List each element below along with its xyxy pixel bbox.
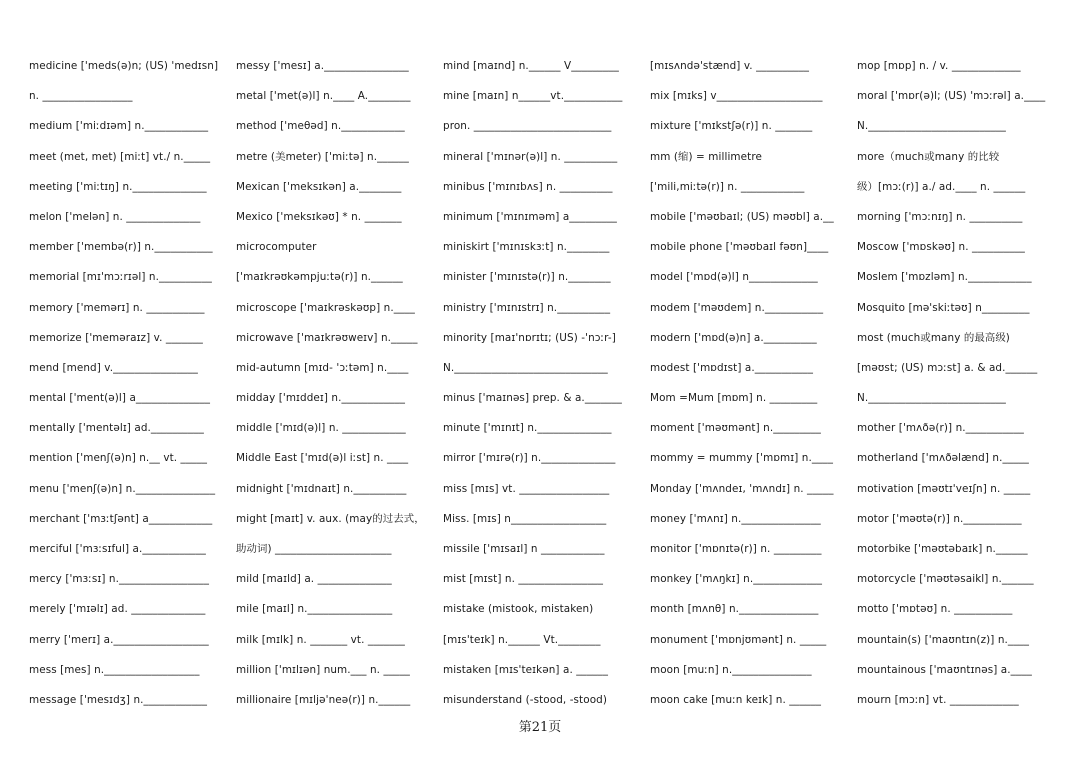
list-item: mild [maɪld] a. ______________ <box>236 573 392 586</box>
list-item: 级）[mɔː(r)] a./ ad.____ n. ______ <box>857 180 1026 193</box>
list-item: 助动词) ______________________ <box>236 543 392 555</box>
list-item: milk [mɪlk] n. _______ vt. _______ <box>236 633 405 646</box>
list-item: missile ['mɪsaɪl] n ____________ <box>443 543 605 555</box>
list-item: miss [mɪs] vt. _________________ <box>443 482 610 495</box>
list-item: misunderstand (-stood, -stood) <box>443 693 607 706</box>
list-item: mix [mɪks] v____________________ <box>650 90 823 103</box>
list-item: [mɪs'teɪk] n.______ Vt.________ <box>443 633 601 646</box>
list-item: menu ['menʃ(ə)n] n._______________ <box>29 482 216 495</box>
list-item: might [maɪt] v. aux. (may的过去式， <box>236 512 425 525</box>
vocabulary-columns <box>29 54 1059 714</box>
list-item: microwave ['maɪkrəʊweɪv] n._____ <box>236 331 418 344</box>
list-item: ministry ['mɪnɪstrɪ] n.__________ <box>443 301 611 314</box>
list-item: mixture ['mɪkstʃə(r)] n. _______ <box>650 120 813 133</box>
list-item: midnight ['mɪdnaɪt] n.__________ <box>236 482 407 495</box>
list-item: mountain(s) ['maʊntɪn(z)] n.____ <box>857 633 1030 646</box>
list-item: medium ['miːdɪəm] n.____________ <box>29 120 209 133</box>
list-item: money ['mʌnɪ] n._______________ <box>650 512 821 525</box>
list-item: mile [maɪl] n.________________ <box>236 603 393 616</box>
list-item: minus ['maɪnəs] prep. & a._______ <box>443 392 622 405</box>
list-item: Moscow ['mɒskəʊ] n. __________ <box>857 241 1025 254</box>
list-item: memorize ['meməraɪz] v. _______ <box>29 331 203 344</box>
list-item: mid-autumn [mɪd- 'ɔːtəm] n.____ <box>236 361 409 374</box>
list-item: messy ['mesɪ] a.________________ <box>236 60 409 72</box>
list-item: monument ['mɒnjʊmənt] n. _____ <box>650 633 827 646</box>
list-item: mental ['ment(ə)l] a______________ <box>29 392 211 405</box>
list-item: mend [mend] v.________________ <box>29 361 198 374</box>
list-item: memory ['memərɪ] n. ___________ <box>29 301 205 314</box>
list-item: mommy = mummy ['mɒmɪ] n.____ <box>650 452 834 465</box>
list-item: melon ['melən] n. ______________ <box>29 210 201 223</box>
list-item: motto ['mɒtəʊ] n. ___________ <box>857 603 1013 616</box>
list-item: monkey ['mʌŋkɪ] n._____________ <box>650 573 823 586</box>
list-item: memorial [mɪ'mɔːrɪəl] n.__________ <box>29 271 212 284</box>
column-2 <box>236 54 436 718</box>
list-item: motorbike ['məʊtəbaɪk] n.______ <box>857 543 1028 555</box>
list-item: metal ['met(ə)l] n.____ A.________ <box>236 90 411 103</box>
list-item: motorcycle ['məʊtəsaikl] n.______ <box>857 573 1034 586</box>
list-item: modest ['mɒdɪst] a.___________ <box>650 361 814 374</box>
list-item: mourn [mɔːn] vt. _____________ <box>857 693 1019 706</box>
list-item: N._____________________________ <box>443 361 608 374</box>
list-item: Mexican ['meksɪkən] a.________ <box>236 180 402 193</box>
list-item: merchant ['mɜːtʃənt] a____________ <box>29 512 213 525</box>
list-item: millionaire [mɪljə'neə(r)] n.______ <box>236 693 411 706</box>
column-4 <box>650 54 850 718</box>
list-item: month [mʌnθ] n._______________ <box>650 603 819 616</box>
list-item: mentally ['mentəlɪ] ad.__________ <box>29 422 204 435</box>
list-item: morning ['mɔːnɪŋ] n. __________ <box>857 210 1023 223</box>
list-item: Mexico ['meksɪkəʊ] * n. _______ <box>236 210 402 223</box>
list-item: mirror ['mɪrə(r)] n.______________ <box>443 452 616 465</box>
list-item: motivation [məʊtɪ'veɪʃn] n. _____ <box>857 482 1031 495</box>
list-item: midday ['mɪddeɪ] n.____________ <box>236 392 406 405</box>
list-item: most (much或many 的最高级) <box>857 331 1010 344</box>
list-item: moral ['mɒr(ə)l; (US) 'mɔːrəl] a.____ <box>857 90 1046 103</box>
list-item: mm (缩) = millimetre <box>650 150 762 163</box>
list-item: mineral ['mɪnər(ə)l] n. __________ <box>443 150 618 163</box>
list-item: meeting ['miːtɪŋ] n.______________ <box>29 180 207 193</box>
list-item: mobile ['məʊbaɪl; (US) məʊbl] a.__ <box>650 210 834 223</box>
list-item: microcomputer <box>236 241 317 254</box>
list-item: mistaken [mɪs'teɪkən] a. ______ <box>443 663 609 676</box>
list-item: Monday ['mʌndeɪ, 'mʌndɪ] n. _____ <box>650 482 834 495</box>
list-item: mist [mɪst] n. ________________ <box>443 573 604 586</box>
list-item: Mosquito [mə'skiːtəʊ] n_________ <box>857 301 1030 314</box>
list-item: mistake (mistook, mistaken) <box>443 603 594 616</box>
list-item: mind [maɪnd] n.______ V_________ <box>443 60 619 72</box>
list-item: minibus ['mɪnɪbʌs] n. __________ <box>443 180 613 193</box>
list-item: modem ['məʊdem] n.___________ <box>650 301 824 314</box>
list-item: mine [maɪn] n______vt.___________ <box>443 90 623 103</box>
list-item: moon cake [muːn keɪk] n. ______ <box>650 693 822 706</box>
list-item: motherland ['mʌðəlænd] n._____ <box>857 452 1029 465</box>
list-item: more（much或many 的比较 <box>857 150 1000 163</box>
list-item: miniskirt ['mɪnɪskɜːt] n.________ <box>443 241 610 254</box>
list-item: mobile phone ['məʊbaɪl fəʊn]____ <box>650 241 829 254</box>
list-item: medicine ['meds(ə)n; (US) 'medɪsn] <box>29 60 219 72</box>
list-item: merry ['merɪ] a.__________________ <box>29 633 209 646</box>
list-item: minority [maɪ'nɒrɪtɪ; (US) -'nɔːr-] <box>443 331 616 344</box>
list-item: motor ['məʊtə(r)] n.___________ <box>857 512 1022 525</box>
list-item: N.__________________________ <box>857 392 1006 405</box>
list-item: metre (美meter) ['miːtə] n.______ <box>236 150 409 163</box>
list-item: middle ['mɪd(ə)l] n. ____________ <box>236 422 406 435</box>
list-item: mountainous ['maʊntɪnəs] a.____ <box>857 663 1032 676</box>
list-item: Mom =Mum [mɒm] n. _________ <box>650 392 818 405</box>
list-item: ['maɪkrəʊkəmpjuːtə(r)] n.______ <box>236 271 403 284</box>
list-item: minute ['mɪnɪt] n.______________ <box>443 422 612 435</box>
list-item: merciful ['mɜːsɪful] a.____________ <box>29 543 206 555</box>
list-item: mother ['mʌðə(r)] n.___________ <box>857 422 1024 435</box>
list-item: Moslem ['mɒzləm] n.____________ <box>857 271 1032 284</box>
column-1 <box>29 54 229 718</box>
list-item: merely ['mɪəlɪ] ad. ______________ <box>29 603 206 616</box>
list-item: [mɪsʌndə'stænd] v. __________ <box>650 60 810 72</box>
list-item: N.__________________________ <box>857 120 1006 133</box>
list-item: million ['mɪlɪən] num.___ n. _____ <box>236 663 410 676</box>
list-item: meet (met, met) [miːt] vt./ n._____ <box>29 150 211 163</box>
column-3 <box>443 54 643 718</box>
list-item: method ['meθəd] n.____________ <box>236 120 405 133</box>
list-item: member ['membə(r)] n.___________ <box>29 241 213 254</box>
column-5 <box>857 54 1057 718</box>
list-item: minimum ['mɪnɪməm] a_________ <box>443 210 617 223</box>
list-item: modern ['mɒd(ə)n] a.__________ <box>650 331 817 344</box>
list-item: Miss. [mɪs] n__________________ <box>443 512 607 525</box>
page-number: 第21页 <box>518 720 562 735</box>
list-item: mess [mes] n.__________________ <box>29 663 200 676</box>
list-item: model ['mɒd(ə)l] n_____________ <box>650 271 818 284</box>
list-item: moment ['məʊmənt] n._________ <box>650 422 821 435</box>
list-item: mop [mɒp] n. / v. _____________ <box>857 60 1021 72</box>
list-item: moon [muːn] n._______________ <box>650 663 812 676</box>
list-item: n. _________________ <box>29 90 133 103</box>
list-item: pron. __________________________ <box>443 120 612 133</box>
list-item: ['mili,miːtə(r)] n. ____________ <box>650 180 805 193</box>
list-item: mercy ['mɜːsɪ] n._________________ <box>29 573 210 586</box>
list-item: monitor ['mɒnɪtə(r)] n. _________ <box>650 543 822 555</box>
list-item: message ['mesɪdʒ] n.____________ <box>29 693 208 706</box>
list-item: mention ['menʃ(ə)n] n.__ vt. _____ <box>29 452 208 465</box>
list-item: Middle East ['mɪd(ə)l iːst] n. ____ <box>236 452 409 465</box>
list-item: minister ['mɪnɪstə(r)] n.________ <box>443 271 611 284</box>
list-item: [məʊst; (US) mɔːst] a. & ad.______ <box>857 361 1038 374</box>
list-item: microscope ['maɪkrəskəʊp] n.____ <box>236 301 415 314</box>
